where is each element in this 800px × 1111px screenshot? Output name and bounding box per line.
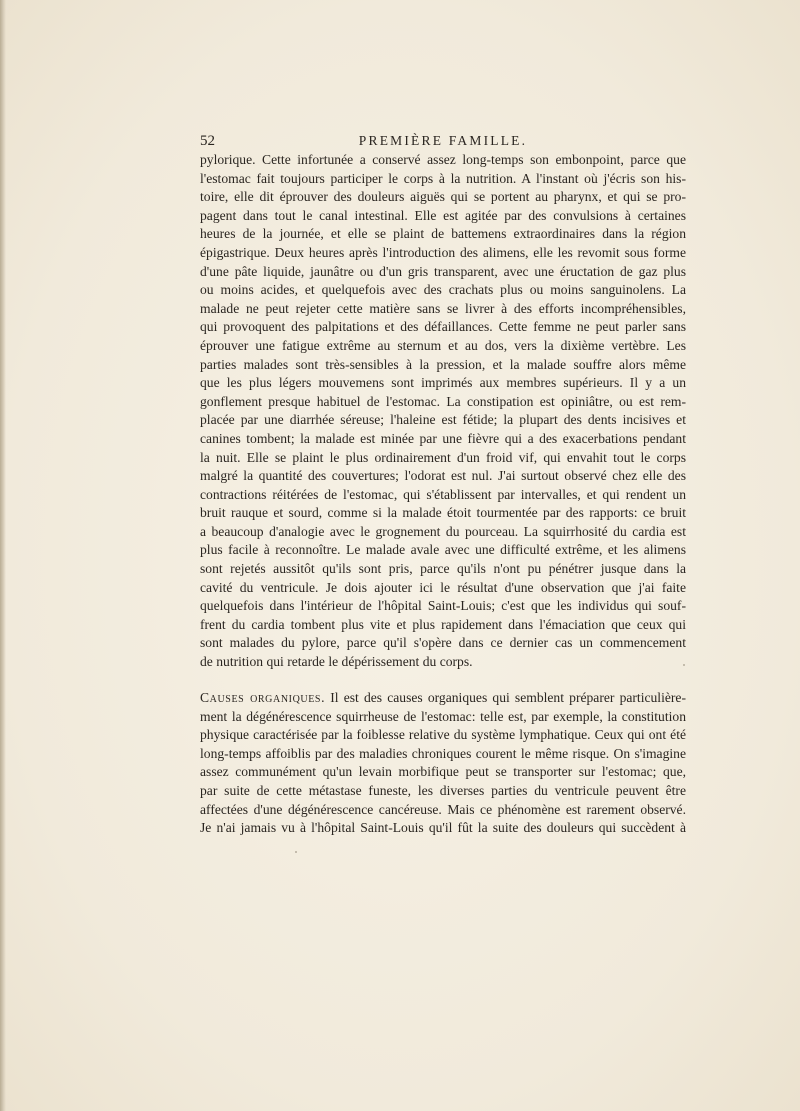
- text-line: malade ne peut rejeter cette matière sans se livrer à des efforts incompréhensibles,: [200, 300, 686, 316]
- text-line: ment la dégénérescence squirrheuse de l'estomac: telle est, par exemple, la constitution: [200, 708, 686, 724]
- text-line: parties malades sont très-sensibles à la pression, et la malade souffre alors même: [200, 356, 686, 372]
- text-line: a beaucoup d'analogie avec le grognement du pourceau. La squirrhosité du cardia est: [200, 523, 686, 539]
- text-line: d'une pâte liquide, jaunâtre ou d'un gris transparent, avec une éructation de gaz plus: [200, 263, 686, 279]
- text-line: l'estomac fait toujours participer le corps à la nutrition. A l'instant où j'écris son his-: [200, 170, 686, 186]
- text-line: plus facile à reconnoître. Le malade avale avec une difficulté extrême, et les alimens: [200, 542, 686, 558]
- text-line: gonflement presque habituel de l'estomac. La constipation est opiniâtre, ou est rem-: [200, 393, 686, 409]
- text-line: heures de la journée, et elle se plaint de battemens extraordinaires dans la région: [200, 226, 686, 242]
- paragraph-organic-causes: [200, 689, 686, 838]
- running-title: PREMIÈRE FAMILLE.: [358, 133, 528, 148]
- text-line: cavité du ventricule. Je dois ajouter ici le résultat d'une observation que j'ai faite: [200, 579, 686, 595]
- text-line: éprouver une fatigue extrême au sternum et au dos, vers la dixième vertèbre. Les: [200, 337, 686, 353]
- text-line: affectées d'une dégénérescence cancéreuse. Mais ce phénomène est rarement observé.: [200, 801, 686, 817]
- text-line: pylorique. Cette infortunée a conservé assez long-temps son embonpoint, parce que: [200, 152, 686, 167]
- text-line: pagent dans tout le canal intestinal. Elle est agitée par des convulsions à certaines: [200, 207, 686, 223]
- text-line: ou moins acides, et quelquefois avec des crachats plus ou moins sanguinolens. La: [200, 282, 686, 298]
- text-line: par suite de cette métastase funeste, les diverses parties du ventricule peuvent être: [200, 782, 686, 798]
- text-line: long-temps affoiblis par des maladies chroniques courent le même risque. On s'imagine: [200, 745, 686, 761]
- text-line: placée par une diarrhée séreuse; l'haleine est fétide; la plupart des dents incisives et: [200, 412, 686, 428]
- text-line: sont rejetés aussitôt qu'ils sont pris, parce qu'ils n'ont pu pénétrer jusque dans la: [200, 561, 686, 577]
- text-line: physique caractérisée par la foiblesse relative du système lymphatique. Ceux qui ont été: [200, 727, 686, 743]
- text-line: bruit rauque et sourd, comme si la malade étoit tourmentée par des rapports: ce bruit: [200, 505, 686, 521]
- text-line: Je n'ai jamais vu à l'hôpital Saint-Louis qu'il fût la suite des douleurs qui succèdent à: [200, 820, 686, 836]
- paragraph-symptoms: [200, 151, 686, 672]
- text-line-first: [200, 689, 686, 708]
- text-line: frent du cardia tombent plus vite et plus rapidement dans l'émaciation que ceux qui: [200, 616, 686, 632]
- section-heading: Causes organiques.: [200, 690, 326, 705]
- text-line: malgré la quantité des couvertures; l'odorat est nul. J'ai surtout observé chez elle des: [200, 468, 686, 484]
- text-line: la nuit. Elle se plaint le plus ordinairement d'un froid vif, qui envahit tout le corps: [200, 449, 686, 465]
- text-line: assez communément qu'un levain morbifique peut se transporter sur l'estomac; que,: [200, 764, 686, 780]
- page-edge-shadow: [0, 0, 6, 1111]
- text-line: toire, elle dit éprouver des douleurs aiguës qui se portent au pharynx, et qui se pro-: [200, 189, 686, 205]
- paper-speck: [683, 664, 685, 666]
- text-line: que les plus légers mouvemens sont imprimés aux membres supérieurs. Il y a un: [200, 375, 686, 391]
- running-head: [200, 133, 686, 153]
- text-line: épigastrique. Deux heures après l'introduction des alimens, elle les revomit sous forme: [200, 244, 686, 260]
- text-line: de nutrition qui retarde le dépérissement du corps.: [200, 654, 473, 670]
- page-number: 52: [200, 133, 215, 149]
- text-line-rest: Il est des causes organiques qui semblent préparer particulière-: [325, 690, 686, 705]
- text-line: quelquefois dans l'intérieur de l'hôpital Saint-Louis; c'est que les individus qui souf-: [200, 598, 686, 614]
- text-line: sont malades du pylore, parce qu'il s'opère dans ce dernier cas un commencement: [200, 635, 686, 651]
- text-line: canines tombent; la malade est minée par une fièvre qui a des exacerbations pendant: [200, 430, 686, 446]
- paper-speck: [295, 851, 297, 853]
- text-line: contractions réitérées de l'estomac, qui s'établissent par intervalles, et qui rendent un: [200, 486, 686, 502]
- text-line: qui provoquent des palpitations et des défaillances. Cette femme ne peut parler sans: [200, 319, 686, 335]
